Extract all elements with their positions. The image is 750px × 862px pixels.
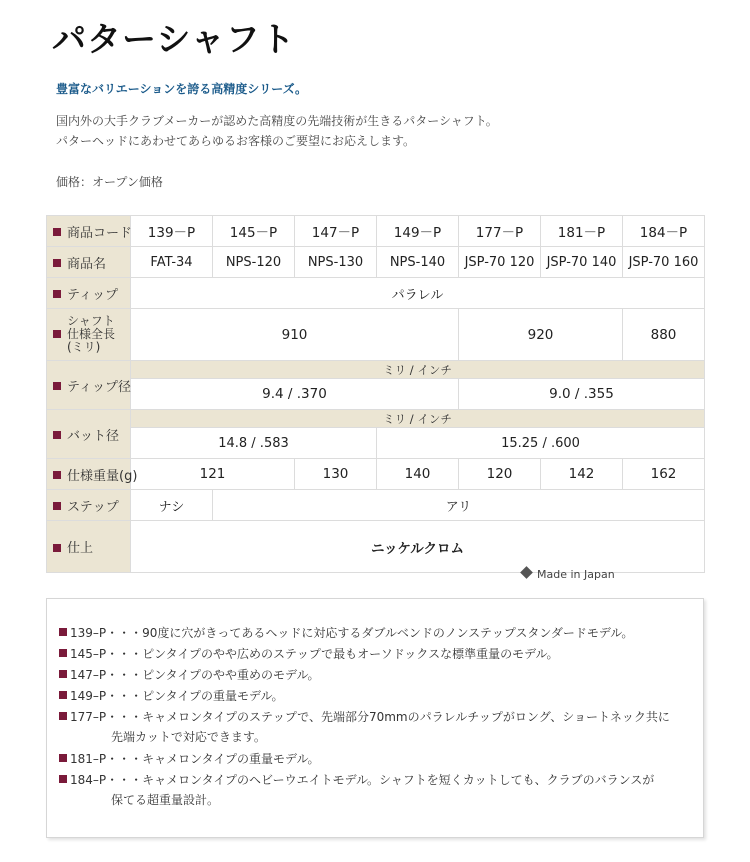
step-cell: ナシ — [131, 490, 213, 521]
row-header: 商品コード — [47, 216, 131, 247]
square-bullet-icon — [53, 259, 61, 267]
row-step — [47, 490, 705, 521]
length-cell: 880 — [623, 309, 705, 361]
code-cell: 177－P — [459, 216, 541, 247]
weight-cell: 142 — [541, 459, 623, 490]
description-line: パターヘッドにあわせてあらゆるお客様のご要望にお応えします。 — [56, 134, 416, 148]
step-cell: アリ — [213, 490, 705, 521]
page-title: パターシャフト — [52, 20, 296, 60]
square-bullet-icon — [59, 670, 67, 678]
name-cell: FAT-34 — [131, 247, 213, 278]
row-header: シャフト 仕様全長 (ミリ) — [47, 309, 131, 361]
weight-cell: 140 — [377, 459, 459, 490]
code-cell: 149－P — [377, 216, 459, 247]
note-continuation: 先端カットで対応できます。 — [111, 730, 266, 744]
note-item: 184–P・・・キャメロンタイプのヘビーウエイトモデル。シャフトを短くカットしても、クラブのバランスが 保てる超重量設計。 — [59, 770, 654, 810]
weight-cell: 130 — [295, 459, 377, 490]
notes-box — [46, 598, 704, 838]
square-bullet-icon — [53, 471, 61, 479]
square-bullet-icon — [59, 775, 67, 783]
name-cell: JSP-70 160 — [623, 247, 705, 278]
code-cell: 147－P — [295, 216, 377, 247]
square-bullet-icon — [59, 712, 67, 720]
row-header: 仕様重量(g) — [47, 459, 131, 490]
note-item: 149–P・・・ピンタイプの重量モデル。 — [59, 686, 284, 706]
code-cell: 181－P — [541, 216, 623, 247]
note-continuation: 保てる超重量設計。 — [111, 793, 220, 807]
row-header: ティップ — [47, 278, 131, 309]
row-header: 商品名 — [47, 247, 131, 278]
row-header: 仕上 — [47, 521, 131, 573]
square-bullet-icon — [53, 502, 61, 510]
square-bullet-icon — [59, 754, 67, 762]
length-cell: 920 — [459, 309, 623, 361]
subtitle: 豊富なバリエーションを誇る高精度シリーズ。 — [56, 82, 308, 96]
weight-cell: 120 — [459, 459, 541, 490]
price-text: 価格：オープン価格 — [56, 175, 163, 189]
butt-diameter-cell: 15.25 / .600 — [377, 428, 705, 459]
row-butt-diameter-unit — [47, 410, 705, 428]
name-cell: NPS-130 — [295, 247, 377, 278]
note-item: 145–P・・・ピンタイプのやや広めのステップで最もオーソドックスな標準重量のモデル。 — [59, 644, 559, 664]
square-bullet-icon — [59, 691, 67, 699]
tip-diameter-cell: 9.4 / .370 — [131, 379, 459, 410]
made-in-label: Made in Japan — [522, 568, 615, 581]
note-item: 147–P・・・ピンタイプのやや重めのモデル。 — [59, 665, 320, 685]
row-finish — [47, 521, 705, 573]
row-header: バット径 — [47, 410, 131, 459]
row-tip-diameter — [47, 379, 705, 410]
length-cell: 910 — [131, 309, 459, 361]
row-header: ステップ — [47, 490, 131, 521]
row-butt-diameter — [47, 428, 705, 459]
name-cell: NPS-140 — [377, 247, 459, 278]
code-cell: 145－P — [213, 216, 295, 247]
name-cell: NPS-120 — [213, 247, 295, 278]
description — [56, 111, 498, 151]
name-cell: JSP-70 140 — [541, 247, 623, 278]
weight-cell: 162 — [623, 459, 705, 490]
row-code — [47, 216, 705, 247]
name-cell: JSP-70 120 — [459, 247, 541, 278]
row-length — [47, 309, 705, 361]
tip-cell: パラレル — [131, 278, 705, 309]
square-bullet-icon — [53, 382, 61, 390]
row-tip-diameter-unit — [47, 361, 705, 379]
row-weight — [47, 459, 705, 490]
note-item: 177–P・・・キャメロンタイプのステップで、先端部分70mmのパラレルチップがロング、ショートネック共に 先端カットで対応できます。 — [59, 707, 670, 747]
code-cell: 139－P — [131, 216, 213, 247]
square-bullet-icon — [53, 290, 61, 298]
square-bullet-icon — [59, 628, 67, 636]
butt-diameter-cell: 14.8 / .583 — [131, 428, 377, 459]
code-cell: 184－P — [623, 216, 705, 247]
note-item: 139–P・・・90度に穴がきってあるヘッドに対応するダブルベンドのノンステップスタンダードモデル。 — [59, 623, 633, 643]
note-item: 181–P・・・キャメロンタイプの重量モデル。 — [59, 749, 320, 769]
diamond-bullet-icon — [520, 566, 533, 579]
row-header: ティップ径 — [47, 361, 131, 410]
unit-cell: ミリ / インチ — [131, 361, 705, 379]
unit-cell: ミリ / インチ — [131, 410, 705, 428]
square-bullet-icon — [53, 431, 61, 439]
row-tip — [47, 278, 705, 309]
weight-cell: 121 — [131, 459, 295, 490]
tip-diameter-cell: 9.0 / .355 — [459, 379, 705, 410]
square-bullet-icon — [53, 330, 61, 338]
square-bullet-icon — [53, 544, 61, 552]
finish-cell: ニッケルクロム — [131, 521, 705, 573]
square-bullet-icon — [59, 649, 67, 657]
description-line: 国内外の大手クラブメーカーが認めた高精度の先端技術が生きるパターシャフト。 — [56, 114, 498, 128]
spec-table — [46, 215, 705, 573]
square-bullet-icon — [53, 228, 61, 236]
row-name — [47, 247, 705, 278]
